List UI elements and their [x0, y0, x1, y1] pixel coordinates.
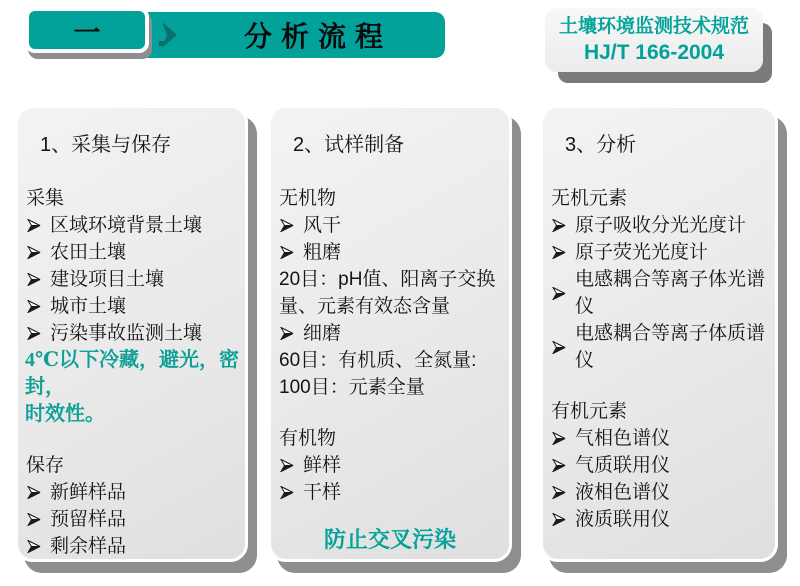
bullet-item: [22, 266, 239, 293]
panel-title: 1、采集与保存: [40, 134, 172, 156]
bullet-text: 剩余样品: [50, 536, 127, 557]
bullet-item: [547, 479, 769, 506]
bullet-text: 液质联用仪: [575, 509, 671, 530]
panel-3: [540, 105, 778, 562]
bullet-text: 细磨: [303, 323, 342, 344]
bullet-text: 污染事故监测土壤: [50, 323, 203, 344]
standard-name: 土壤环境监测技术规范: [558, 16, 749, 37]
arrowhead-bullet-icon: [552, 486, 566, 499]
arrowhead-bullet-icon: [280, 459, 294, 472]
arrowhead-bullet-icon: [27, 327, 41, 340]
arrowhead-bullet-icon: [280, 219, 294, 232]
arrowhead-bullet-icon: [27, 246, 41, 259]
arrowhead-bullet-icon: [552, 459, 566, 472]
panel-2: [268, 105, 512, 562]
bullet-text: 风干: [303, 215, 342, 236]
bullet-item: [275, 479, 503, 506]
bullet-text: 建设项目土壤: [50, 269, 165, 290]
bullet-text: 原子荧光光度计: [575, 242, 709, 263]
bullet-text: 气质联用仪: [575, 455, 671, 476]
arrowhead-bullet-icon: [27, 300, 41, 313]
bullet-item: [275, 452, 503, 479]
note-text: 4℃以下冷藏，避光，密封，: [25, 349, 239, 398]
bullet-item: [22, 212, 239, 239]
bullet-item: [547, 452, 769, 479]
bullet-item: [547, 320, 769, 374]
arrowhead-bullet-icon: [552, 246, 566, 259]
bullet-item: [547, 239, 769, 266]
bullet-item: [22, 533, 239, 560]
arrowhead-bullet-icon: [552, 513, 566, 526]
bullet-item: [275, 320, 503, 347]
bullet-item: [22, 293, 239, 320]
arrowhead-bullet-icon: [27, 273, 41, 286]
bullet-item: [547, 506, 769, 533]
bullet-text: 鲜样: [303, 455, 342, 476]
panel-1: [15, 105, 248, 562]
bullet-text: 预留样品: [50, 509, 127, 530]
section-label: 采集: [26, 188, 65, 209]
bullet-item: [22, 506, 239, 533]
detail-text: 量、元素有效态含量: [279, 296, 451, 317]
arrowhead-bullet-icon: [27, 540, 41, 553]
panel-title: 3、分析: [565, 134, 637, 156]
arrowhead-bullet-icon: [280, 327, 294, 340]
arrowhead-bullet-icon: [552, 341, 566, 354]
bullet-text: 原子吸收分光光度计: [575, 215, 747, 236]
detail-text: 60目：有机质、全氮量:: [279, 350, 477, 371]
bullet-item: [547, 266, 769, 320]
bullet-text: 城市土壤: [50, 296, 127, 317]
bullet-text: 农田土壤: [50, 242, 127, 263]
panel-footer-note: 防止交叉污染: [323, 527, 456, 552]
bullet-text: 液相色谱仪: [575, 482, 671, 503]
note-text: 时效性。: [25, 403, 105, 425]
spacer: [275, 401, 503, 425]
arrowhead-bullet-icon: [280, 246, 294, 259]
spacer: [22, 428, 239, 452]
bullet-item: [275, 212, 503, 239]
bullet-item: [547, 212, 769, 239]
bullet-item: [22, 320, 239, 347]
bullet-item: [22, 479, 239, 506]
arrowhead-bullet-icon: [552, 287, 566, 300]
arrowhead-bullet-icon: [27, 486, 41, 499]
bullet-text: 干样: [303, 482, 342, 503]
bullet-text: 新鲜样品: [50, 482, 127, 503]
page-title: 分析流程: [243, 21, 392, 52]
bullet-text: 电感耦合等离子体质谱仪: [575, 323, 766, 371]
detail-text: 20目：pH值、阳离子交换: [279, 269, 496, 290]
bullet-text: 区域环境背景土壤: [50, 215, 203, 236]
section-number: 一: [73, 17, 101, 48]
section-label: 无机物: [279, 188, 337, 209]
bullet-text: 粗磨: [303, 242, 342, 263]
arrowhead-bullet-icon: [27, 219, 41, 232]
section-label: 保存: [26, 455, 65, 476]
spacer: [547, 374, 769, 398]
arrowhead-bullet-icon: [27, 513, 41, 526]
section-label: 有机元素: [551, 401, 628, 422]
bullet-item: [547, 425, 769, 452]
section-label: 有机物: [279, 428, 337, 449]
bullet-item: [22, 239, 239, 266]
bullet-text: 气相色谱仪: [575, 428, 671, 449]
standard-code: HJ/T 166-2004: [583, 41, 725, 64]
arrowhead-bullet-icon: [552, 432, 566, 445]
arrowhead-bullet-icon: [280, 486, 294, 499]
arrowhead-bullet-icon: [552, 219, 566, 232]
bullet-text: 电感耦合等离子体光谱仪: [575, 269, 766, 317]
section-label: 无机元素: [551, 188, 628, 209]
panel-title: 2、试样制备: [293, 134, 405, 156]
bullet-item: [275, 239, 503, 266]
detail-text: 100目：元素全量: [279, 377, 425, 398]
